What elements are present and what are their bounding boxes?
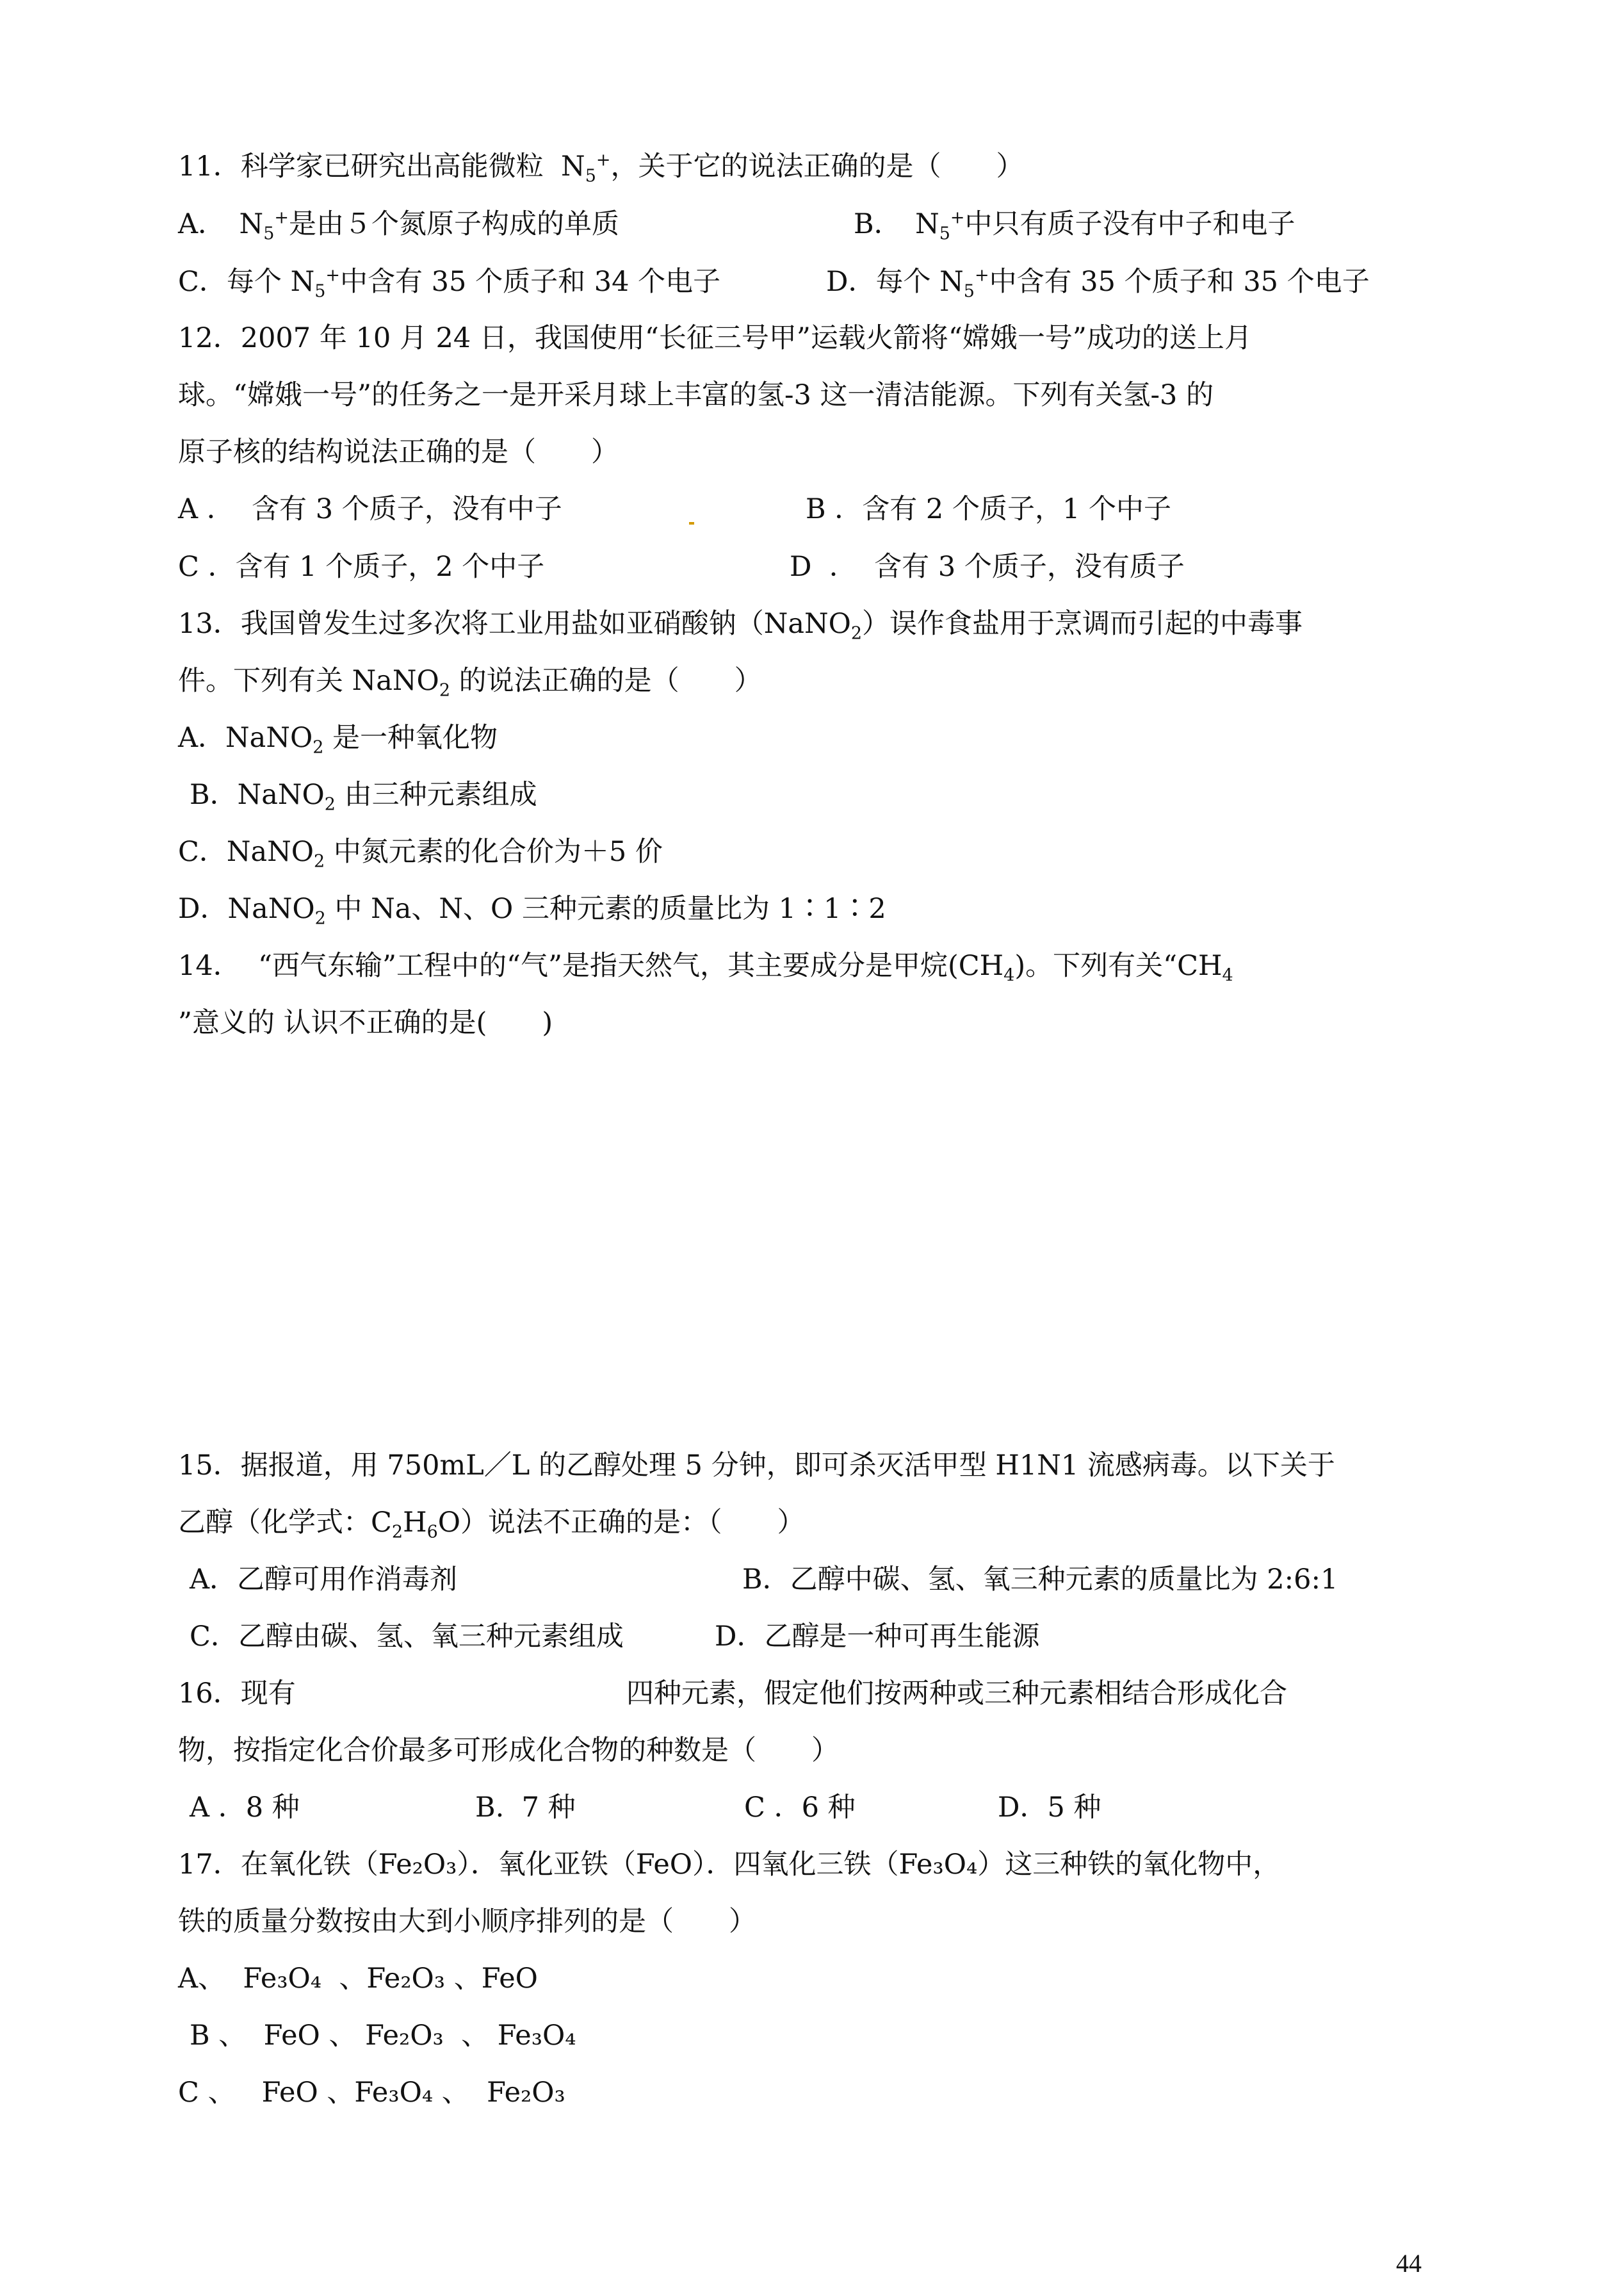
q16-stem-line1-text-a: 16．现有 xyxy=(178,1678,296,1710)
q15-option-a: A．乙醇可用作消毒剂 xyxy=(190,1564,458,1596)
q13-option-d-text-a: D．NaNO xyxy=(178,893,315,925)
q13-option-b-text-b: 由三种元素组成 xyxy=(335,779,537,811)
q11-stem-superscript: + xyxy=(596,150,611,170)
q11-option-d xyxy=(826,265,1370,302)
q15-stem-line2-text-c: O）说法不正确的是：（ ） xyxy=(437,1507,805,1539)
q12-option-a: A ． 含有 3 个质子，没有中子 xyxy=(178,493,562,525)
q15-stem-line2 xyxy=(178,1503,1459,1542)
q11-option-b-text-b: 中只有质子没有中子和电子 xyxy=(964,208,1295,240)
q15-options-cd xyxy=(190,1617,1470,1656)
q13-stem-line1-text-b: ）误作食盐用于烹调而引起的中毒事 xyxy=(862,608,1303,640)
q17-stem-line1: 17．在氧化铁（Fe₂O₃）．氧化亚铁（FeO）．四氧化三铁（Fe₃O₄）这三种铁的氧化物中， xyxy=(178,1849,1281,1881)
q15-stem-line2-subscript-1: 2 xyxy=(391,1522,403,1542)
q13-option-b-subscript: 2 xyxy=(324,794,336,815)
q13-option-a-text-a: A．NaNO xyxy=(178,722,313,754)
q11-option-c xyxy=(178,263,826,301)
q13-stem-line2-text-b: 的说法正确的是（ ） xyxy=(450,665,762,697)
q17-option-b: B 、 FeO 、 Fe₂O₃ 、 Fe₃O₄ xyxy=(190,2020,576,2052)
q17-option-c: C 、 FeO 、Fe₃O₄ 、 Fe₂O₃ xyxy=(178,2077,565,2109)
q14-stem-line2: ”意义的 认识不正确的是( ) xyxy=(178,1007,553,1039)
q11-option-d-text-b: 中含有 35 个质子和 35 个电子 xyxy=(989,266,1370,298)
q12-option-c: C ．含有 1 个质子，2 个中子 xyxy=(178,551,545,583)
q16-option-d: D．5 种 xyxy=(998,1792,1101,1824)
q11-stem-text-a: 11．科学家已研究出高能微粒 N xyxy=(178,151,585,183)
q17-stem-line2: 铁的质量分数按由大到小顺序排列的是（ ） xyxy=(178,1906,756,1938)
q16-stem-line2: 物，按指定化合价最多可形成化合物的种数是（ ） xyxy=(178,1735,839,1767)
q14-stem-line1-subscript-2: 4 xyxy=(1222,965,1233,986)
q13-option-c-text-b: 中氮元素的化合价为＋5 价 xyxy=(325,836,663,868)
q11-stem xyxy=(178,147,1459,186)
q11-option-a-superscript: + xyxy=(274,208,289,228)
q16-options xyxy=(190,1788,1470,1827)
q11-option-b-superscript: + xyxy=(950,208,965,228)
decorative-mark xyxy=(689,522,694,525)
q11-option-a-subscript: 5 xyxy=(263,224,275,244)
q13-option-d-text-b: 中 Na、N、O 三种元素的质量比为 1∶1∶2 xyxy=(325,893,886,925)
q13-option-d-subscript: 2 xyxy=(314,908,326,929)
q11-option-d-superscript: + xyxy=(974,265,989,286)
q15-option-c: C．乙醇由碳、氢、氧三种元素组成 xyxy=(190,1621,624,1653)
q12-options-cd xyxy=(178,548,1459,586)
q11-option-c-superscript: + xyxy=(325,265,341,286)
q14-stem-line1 xyxy=(178,947,1459,985)
q13-option-b-text-a: B．NaNO xyxy=(190,779,325,811)
q11-option-b-subscript: 5 xyxy=(939,224,950,244)
q11-option-c-text-b: 中含有 35 个质子和 34 个电子 xyxy=(340,266,721,298)
q13-option-d xyxy=(178,890,1459,928)
q12-option-b: B ．含有 2 个质子，1 个中子 xyxy=(806,493,1171,525)
q13-option-a xyxy=(178,719,1459,757)
q13-stem-line1 xyxy=(178,605,1459,643)
q17-option-a: A、 Fe₃O₄ 、Fe₂O₃ 、FeO xyxy=(178,1963,538,1995)
q13-option-b xyxy=(190,776,1470,814)
q13-stem-line2-text-a: 件。下列有关 NaNO xyxy=(178,665,439,697)
q15-stem-line2-text-a: 乙醇（化学式：C xyxy=(178,1507,392,1539)
q15-option-d: D．乙醇是一种可再生能源 xyxy=(715,1621,1040,1653)
q12-stem-line1: 12．2007 年 10 月 24 日，我国使用“长征三号甲”运载火箭将“嫦娥一号”成功的送上月 xyxy=(178,322,1252,354)
q15-option-b: B．乙醇中碳、氢、氧三种元素的质量比为 2:6:1 xyxy=(742,1564,1338,1596)
q11-option-c-text-a: C．每个 N xyxy=(178,266,315,298)
q11-option-b-text-a: B． N xyxy=(854,208,939,240)
q15-options-ab xyxy=(190,1560,1470,1599)
q11-options-ab xyxy=(178,205,1459,243)
q15-stem-line2-subscript-2: 6 xyxy=(426,1522,438,1542)
q14-stem-line1-text-b: )。下列有关“CH xyxy=(1014,950,1222,982)
q11-option-a-text-b: 是由５个氮原子构成的单质 xyxy=(289,208,619,240)
q13-option-c xyxy=(178,833,1459,871)
q13-stem-line1-text-a: 13．我国曾发生过多次将工业用盐如亚硝酸钠（NaNO xyxy=(178,608,851,640)
q14-stem-line1-text-a: 14． “西气东输”工程中的“气”是指天然气，其主要成分是甲烷(CH xyxy=(178,950,1004,982)
q13-stem-line2-subscript: 2 xyxy=(439,680,450,701)
q11-options-cd xyxy=(178,263,1459,301)
q11-stem-text-b: ，关于它的说法正确的是（ ） xyxy=(610,151,1024,183)
page-number: 44 xyxy=(1396,2249,1422,2278)
q11-stem-subscript: 5 xyxy=(585,166,596,186)
q11-option-a-text-a: A． N xyxy=(178,208,264,240)
q12-stem-line2: 球。“嫦娥一号”的任务之一是开采月球上丰富的氢-3 这一清洁能源。下列有关氢-3 的 xyxy=(178,379,1214,411)
q11-option-d-text-a: D．每个 N xyxy=(826,266,964,298)
q13-stem-line1-subscript: 2 xyxy=(850,623,863,644)
q12-stem-line3: 原子核的结构说法正确的是（ ） xyxy=(178,436,619,468)
q12-option-d: D ． 含有 3 个质子，没有质子 xyxy=(790,551,1185,583)
q13-option-c-text-a: C．NaNO xyxy=(178,836,314,868)
q16-option-a: A ．8 种 xyxy=(190,1792,300,1824)
q11-option-c-subscript: 5 xyxy=(314,281,326,302)
q12-options-ab xyxy=(178,490,1459,528)
q14-stem-line1-subscript: 4 xyxy=(1003,965,1015,986)
q16-option-b: B. 7 种 xyxy=(475,1792,576,1824)
q13-stem-line2 xyxy=(178,662,1459,700)
q11-option-b xyxy=(854,208,1295,244)
q15-stem-line2-text-b: H xyxy=(403,1507,427,1539)
q11-option-d-subscript: 5 xyxy=(963,281,975,302)
q15-stem-line1: 15．据报道，用 750mL／L 的乙醇处理 5 分钟，即可杀灭活甲型 H1N1 流感病毒。以下关于 xyxy=(178,1450,1335,1482)
q16-stem-line1-text-b: 四种元素，假定他们按两种或三种元素相结合形成化合 xyxy=(626,1678,1287,1710)
q13-option-a-text-b: 是一种氧化物 xyxy=(323,722,498,754)
q16-option-c: C ．6 种 xyxy=(744,1792,856,1824)
q11-option-a xyxy=(178,205,854,243)
q16-stem-line1 xyxy=(178,1674,1459,1713)
q13-option-c-subscript: 2 xyxy=(314,851,325,872)
q13-option-a-subscript: 2 xyxy=(313,737,324,758)
